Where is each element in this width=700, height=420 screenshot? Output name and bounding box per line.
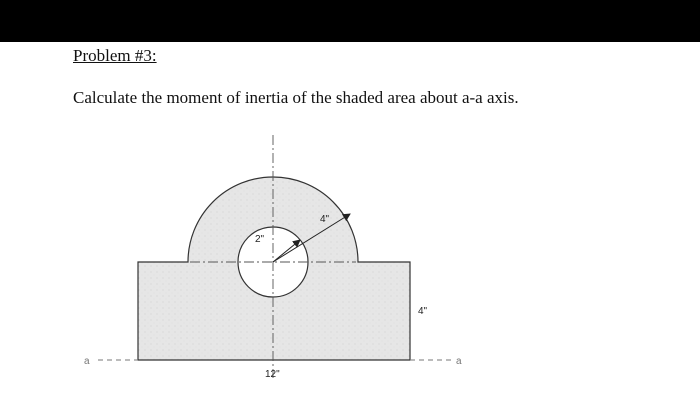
axis-label-left: a — [84, 356, 90, 367]
problem-heading: Problem #3: — [73, 46, 157, 65]
base-width-label: 12" — [265, 369, 280, 380]
problem-statement: Calculate the moment of inertia of the shaded area about a-a axis. — [73, 88, 519, 107]
hole-radius-label: 2" — [255, 234, 265, 245]
hole-radius-arrow — [273, 240, 300, 262]
outer-radius-label: 4" — [320, 214, 330, 225]
shaded-shape — [138, 177, 410, 360]
base-height-label: 4" — [418, 306, 428, 317]
axis-label-right: a — [456, 356, 462, 367]
